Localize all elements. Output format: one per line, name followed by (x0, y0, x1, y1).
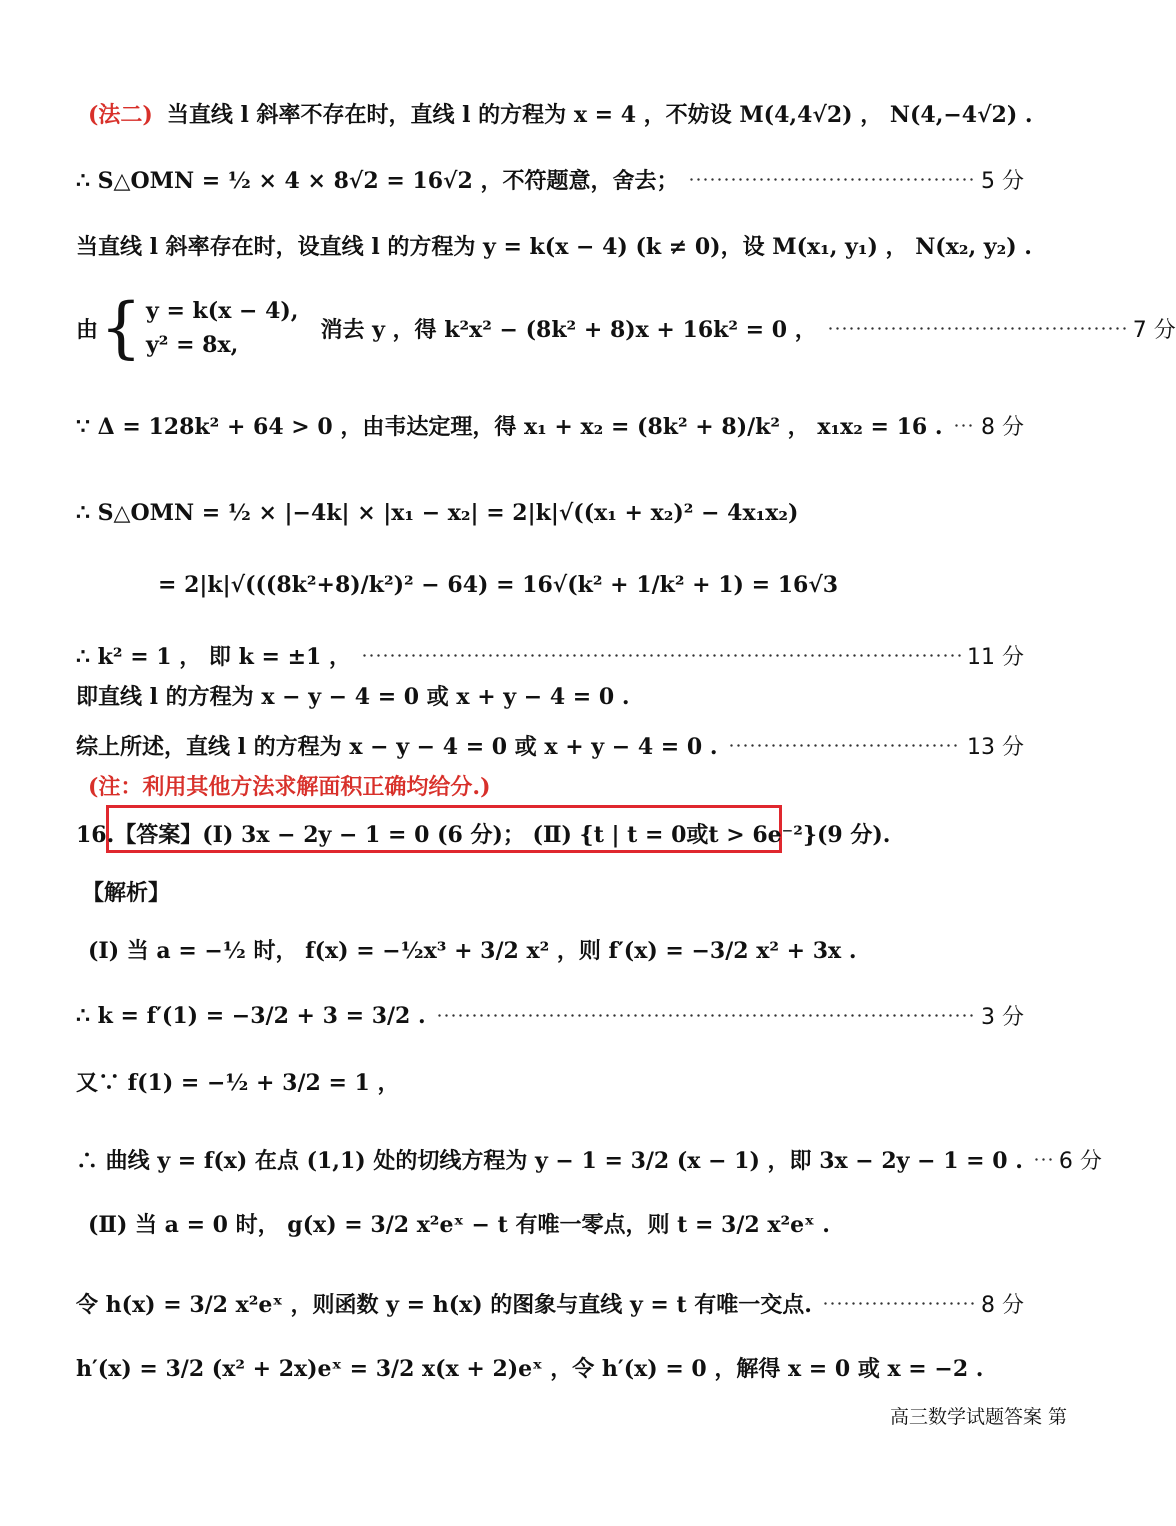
score-label: 8 分 (981, 1293, 1024, 1318)
line-text: ∵ Δ = 128k² + 64 > 0 ，由韦达定理，得 x₁ + x₂ = (8k² + 8)/k² ， x₁x₂ = 16 . (76, 414, 943, 440)
area-line-1 (76, 164, 1024, 195)
f1-line (76, 1066, 1024, 1097)
k-value-line (76, 640, 1024, 671)
page-footer: 高三数学试题答案 第 (890, 1406, 1068, 1428)
line-text: (Ⅱ) 当 a = 0 时， g(x) = 3/2 x²eˣ − t 有唯一零点，则 t = 3/2 x²eˣ . (88, 1212, 830, 1238)
slope-exists-line (76, 230, 1032, 261)
dot-leader (728, 744, 961, 747)
left-brace: { (100, 289, 143, 366)
note-text: (注：利用其他方法求解面积正确均给分.) (88, 774, 491, 800)
heading-text: 【解析】 (82, 880, 171, 906)
vieta-line (76, 410, 1024, 441)
dot-leader (1033, 1158, 1053, 1161)
line-text: 消去 y ，得 k²x² − (8k² + 8)x + 16k² = 0 ， (320, 316, 817, 343)
line-text: 又∵ f(1) = −½ + 3/2 = 1 ， (76, 1070, 400, 1096)
area-line-3 (158, 572, 1024, 598)
part-one-line (88, 934, 1024, 965)
score-label: 3 分 (981, 1005, 1024, 1030)
line-text: ∴ k² = 1 ， 即 k = ±1 ， (76, 644, 351, 670)
line-text: 令 h(x) = 3/2 x²eˣ ，则函数 y = h(x) 的图象与直线 y = t 有唯一交点. (76, 1292, 812, 1318)
method-two-label: (法二) (88, 102, 153, 128)
part-two-line (88, 1208, 1024, 1239)
line-text: h′(x) = 3/2 (x² + 2x)eˣ = 3/2 x(x + 2)eˣ ，令 h′(x) = 0 ，解得 x = 0 或 x = −2 . (76, 1356, 984, 1382)
summary-line (76, 730, 1024, 761)
line-text: ∴ S△OMN = ½ × |−4k| × |x₁ − x₂| = 2|k|√((x₁ + x₂)² − 4x₁x₂) (76, 500, 799, 526)
equation-2: y² = 8x, (146, 332, 239, 358)
area-line-2 (76, 500, 1024, 526)
dot-leader (688, 178, 975, 181)
tangent-line (76, 1144, 1102, 1175)
score-label: 13 分 (967, 735, 1024, 760)
line-text: 当直线 l 斜率不存在时，直线 l 的方程为 x = 4 ，不妨设 M(4,4√2) ， N(4,−4√2) . (166, 102, 1033, 128)
dot-leader (822, 1302, 975, 1305)
line-text: 综上所述，直线 l 的方程为 x − y − 4 = 0 或 x + y − 4 = 0 . (76, 734, 718, 760)
score-label: 8 分 (981, 415, 1024, 440)
score-label: 7 分 (1132, 317, 1176, 343)
line-text: ∴ S△OMN = ½ × 4 × 8√2 = 16√2 ，不符题意，舍去； (76, 168, 679, 194)
equation-stack (146, 294, 298, 362)
equation-system (76, 289, 1176, 366)
answer-line (76, 818, 1024, 849)
line-text: ∴ 曲线 y = f(x) 在点 (1,1) 处的切线方程为 y − 1 = 3/2 (x − 1) ，即 3x − 2y − 1 = 0 . (76, 1148, 1023, 1174)
dot-leader (953, 424, 975, 427)
derivative-line (76, 1352, 1024, 1383)
dot-leader (436, 1014, 975, 1017)
answer-text: 16.【答案】(Ⅰ) 3x − 2y − 1 = 0 (6 分)； (Ⅱ) {t | t = 0或t > 6e⁻²}(9 分). (76, 822, 891, 848)
line-text: ∴ k = f′(1) = −3/2 + 3 = 3/2 . (76, 1002, 426, 1029)
score-label: 6 分 (1058, 1149, 1102, 1174)
h-function-line (76, 1288, 1024, 1319)
line-text: 即直线 l 的方程为 x − y − 4 = 0 或 x + y − 4 = 0 . (76, 684, 630, 710)
dot-leader (361, 654, 961, 657)
slope-line (76, 1000, 1024, 1031)
note-line (88, 770, 1024, 801)
dot-leader (827, 327, 1127, 330)
score-label: 5 分 (981, 169, 1024, 194)
line-text: 当直线 l 斜率存在时，设直线 l 的方程为 y = k(x − 4) (k ≠ 0)，设 M(x₁, y₁) ， N(x₂, y₂) . (76, 234, 1032, 260)
analysis-heading (82, 876, 1024, 907)
line-equation-line (76, 680, 1024, 711)
equation-1: y = k(x − 4), (146, 298, 299, 324)
line-text: = 2|k|√(((8k²+8)/k²)² − 64) = 16√(k² + 1/k² + 1) = 16√3 (158, 572, 839, 598)
line-text: (Ⅰ) 当 a = −½ 时， f(x) = −½x³ + 3/2 x² ，则 f′(x) = −3/2 x² + 3x . (88, 938, 857, 964)
method-two-line (88, 98, 1033, 129)
score-label: 11 分 (967, 645, 1024, 670)
system-prefix: 由 (76, 316, 99, 343)
